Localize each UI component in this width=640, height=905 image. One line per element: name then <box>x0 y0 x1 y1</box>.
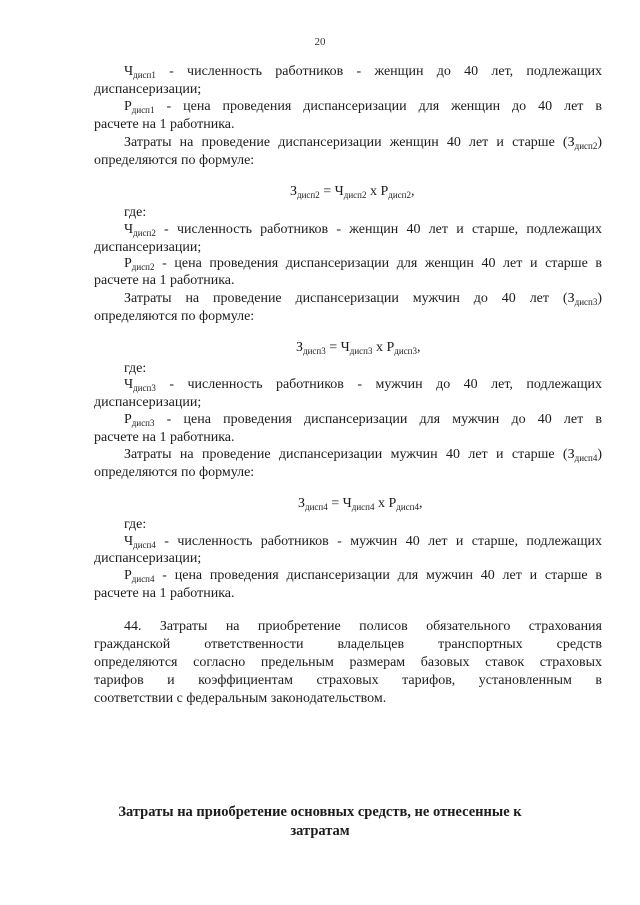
definition-ch-disp4-cont: диспансеризации; <box>94 551 202 566</box>
section-heading-line-2: затратам <box>290 823 350 839</box>
where-label-disp4: где: <box>124 517 147 532</box>
definition-p-disp1-cont: расчете на 1 работника. <box>94 117 235 132</box>
para44-line-4: тарифов и коэффициентам страховых тарифов, установленным в <box>94 673 602 688</box>
definition-p-disp2-cont: расчете на 1 работника. <box>94 273 235 288</box>
definition-ch-disp2: $Ч_{дисп2}$ - численность работников - женщин 40 лет и старше, подлежащих <box>124 222 602 238</box>
definition-p-disp3: $Р_{дисп3}$ - цена проведения диспансеризации для мужчин до 40 лет в <box>124 412 602 428</box>
intro-disp3: Затраты на проведение диспансеризации мужчин до 40 лет $(З_{дисп3})$ <box>124 291 602 307</box>
definition-ch-disp3-cont: диспансеризации; <box>94 395 202 410</box>
definition-ch-disp1: $Ч_{дисп1}$ - численность работников - женщин до 40 лет, подлежащих <box>124 64 602 80</box>
intro-disp2-cont: определяются по формуле: <box>94 153 255 168</box>
formula-disp3: $З_{дисп3} = Ч_{дисп3}$ х $Р_{дисп3}$, <box>296 340 421 356</box>
formula-disp4: $З_{дисп4} = Ч_{дисп4}$ х $Р_{дисп4}$, <box>298 496 423 512</box>
definition-p-disp1: $Р_{дисп1}$ - цена проведения диспансеризации для женщин до 40 лет в <box>124 99 602 115</box>
definition-ch-disp4: $Ч_{дисп4}$ - численность работников - мужчин 40 лет и старше, подлежащих <box>124 534 602 550</box>
intro-disp2: Затраты на проведение диспансеризации женщин 40 лет и старше $(З_{дисп2})$ <box>124 135 602 151</box>
para44-line-2: гражданской ответственности владельцев транспортных средств <box>94 637 602 652</box>
section-heading-line-1: Затраты на приобретение основных средств, не отнесенные к <box>118 804 522 820</box>
para44-line-1: 44. Затраты на приобретение полисов обязательного страхования <box>124 619 602 634</box>
page-number: 20 <box>314 36 326 48</box>
intro-disp4: Затраты на проведение диспансеризации мужчин 40 лет и старше $(З_{дисп4})$ <box>124 447 602 463</box>
definition-ch-disp1-cont: диспансеризации; <box>94 82 202 97</box>
definition-ch-disp3: $Ч_{дисп3}$ - численность работников - мужчин до 40 лет, подлежащих <box>124 377 602 393</box>
definition-ch-disp2-cont: диспансеризации; <box>94 240 202 255</box>
definition-p-disp2: $Р_{дисп2}$ - цена проведения диспансеризации для женщин 40 лет и старше в <box>124 256 602 272</box>
intro-disp3-cont: определяются по формуле: <box>94 309 255 324</box>
para44-line-3: определяются согласно предельным размерам базовых ставок страховых <box>94 655 602 670</box>
para44-line-5: соответствии с федеральным законодательством. <box>94 691 387 706</box>
formula-disp2: $З_{дисп2} = Ч_{дисп2}$ х $Р_{дисп2}$, <box>290 184 415 200</box>
where-label-disp3: где: <box>124 361 147 376</box>
definition-p-disp4-cont: расчете на 1 работника. <box>94 586 235 601</box>
definition-p-disp3-cont: расчете на 1 работника. <box>94 430 235 445</box>
where-label-disp2: где: <box>124 205 147 220</box>
definition-p-disp4: $Р_{дисп4}$ - цена проведения диспансеризации для мужчин 40 лет и старше в <box>124 568 602 584</box>
intro-disp4-cont: определяются по формуле: <box>94 465 255 480</box>
